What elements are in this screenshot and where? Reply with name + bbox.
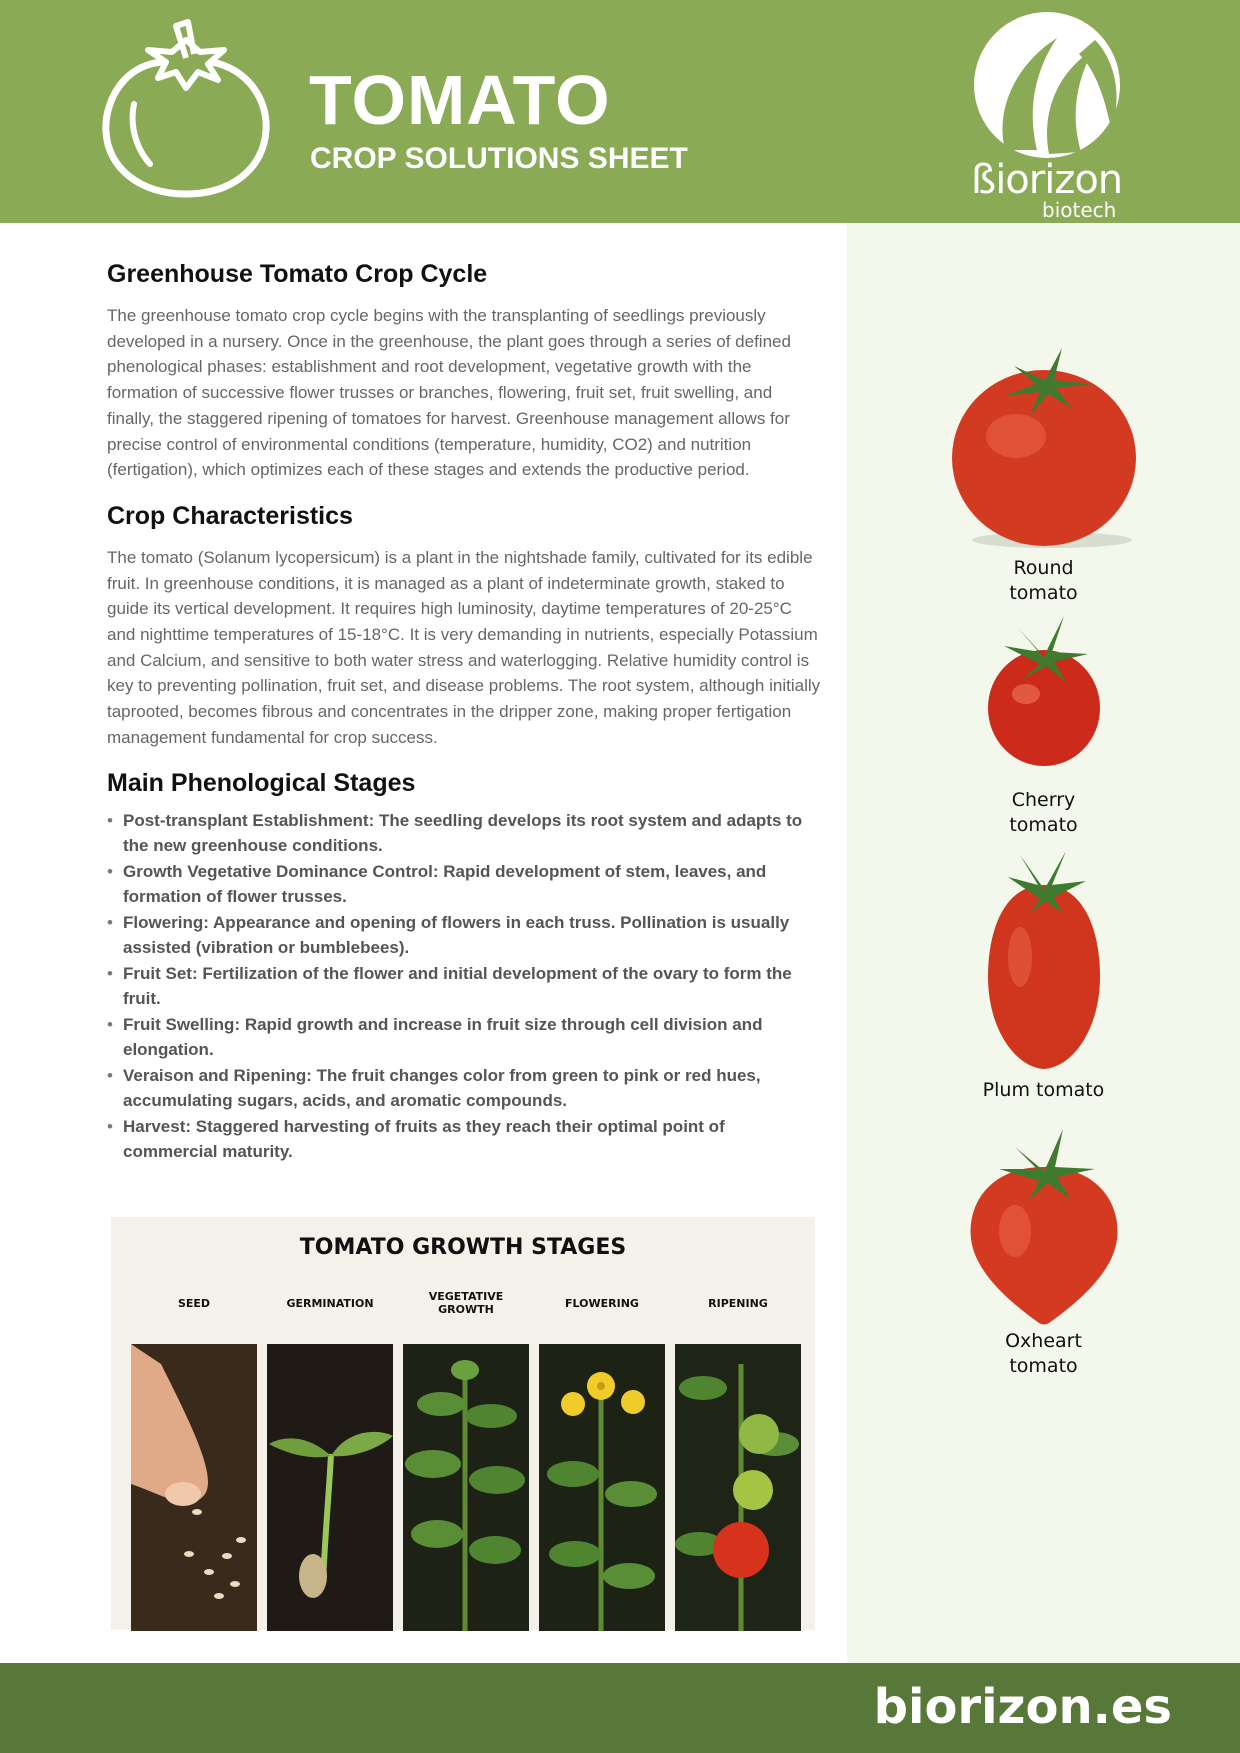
stage-ripening xyxy=(675,1287,801,1319)
tomato-outline-icon xyxy=(100,18,272,200)
stage-vegetative xyxy=(403,1287,529,1319)
page-title: TOMATO xyxy=(309,61,611,139)
stage-label: FLOWERING xyxy=(565,1296,639,1310)
plum-tomato-image xyxy=(974,847,1114,1072)
list-item: • Flowering: Appearance and opening of flowers in each truss. Pollination is usually assisted (vibration or bumblebees). xyxy=(107,910,822,961)
header-banner xyxy=(0,0,1240,223)
logo-emblem-icon xyxy=(965,10,1135,160)
variety-oxheart xyxy=(847,1121,1240,1379)
stage-flowering xyxy=(539,1287,665,1319)
growth-figure-title: TOMATO GROWTH STAGES xyxy=(299,1235,627,1260)
vegetative-photo xyxy=(403,1344,529,1631)
variety-round xyxy=(847,340,1240,606)
round-tomato-image xyxy=(944,340,1144,552)
variety-cherry xyxy=(847,608,1240,838)
list-item: • Harvest: Staggered harvesting of fruits as they reach their optimal point of commercial maturity. xyxy=(107,1114,822,1165)
stage-label: GERMINATION xyxy=(286,1296,374,1310)
list-item: • Veraison and Ripening: The fruit changes color from green to pink or red hues, accumulating sugars, acids, and aromatic compounds. xyxy=(107,1063,822,1114)
website-link[interactable]: biorizon.es xyxy=(873,1679,1172,1735)
variety-label: Round tomato xyxy=(1009,557,1078,604)
variety-label: Cherry tomato xyxy=(1009,789,1078,836)
seed-photo xyxy=(131,1344,257,1631)
variety-plum xyxy=(847,847,1240,1103)
list-item: • Fruit Swelling: Rapid growth and increase in fruit size through cell division and elongation. xyxy=(107,1012,822,1063)
list-item: • Growth Vegetative Dominance Control: Rapid development of stem, leaves, and formation of flower trusses. xyxy=(107,859,822,910)
company-logo xyxy=(965,10,1135,222)
stage-label: SEED xyxy=(177,1296,211,1310)
phenology-list xyxy=(107,808,822,1165)
list-item: • Post-transplant Establishment: The seedling develops its root system and adapts to the new greenhouse conditions. xyxy=(107,808,822,859)
cherry-tomato-image xyxy=(974,608,1114,768)
main-content xyxy=(107,257,822,1165)
logo-wordmark: ßiorizon xyxy=(971,157,1123,203)
flowering-photo xyxy=(539,1344,665,1631)
logo-tagline: biotech xyxy=(1042,198,1117,222)
stage-label: VEGETATIVE GROWTH xyxy=(428,1290,504,1316)
variety-label: Plum tomato xyxy=(982,1079,1105,1101)
section-text-characteristics: The tomato (Solanum lycopersicum) is a plant in the nightshade family, cultivated for its edible fruit. In greenhouse conditions, it is managed as a plant of indeterminate growth, staked to guide its vertical development. It requires high luminosity, daytime temperatures of 20-25°C and nighttime temperatures of 15-18°C. It is very demanding in nutrients, especially Potassium and Calcium, and sensitive to both water stress and waterlogging. Relative humidity control is key to preventing pollination, fruit set, and disease problems. The root system, although initially taprooted, becomes fibrous and concentrates in the dripper zone, making proper fertigation management fundamental for crop success. xyxy=(107,547,821,747)
stage-seed xyxy=(131,1287,257,1319)
stage-germination xyxy=(267,1287,393,1319)
section-heading-characteristics: Crop Characteristics xyxy=(107,501,353,530)
page-subtitle: CROP SOLUTIONS SHEET xyxy=(310,142,688,175)
section-heading-phenology: Main Phenological Stages xyxy=(107,768,416,797)
section-text-cycle: The greenhouse tomato crop cycle begins with the transplanting of seedlings previously developed in a nursery. Once in the greenhouse, the plant goes through a series of defined phenological phases: establishment and root development, vegetative growth with the formation of successive flower trusses or branches, flowering, fruit set, fruit swelling, and finally, the staggered ripening of tomatoes for harvest. Greenhouse management allows for precise control of environmental conditions (temperature, humidity, CO2) and nutrition (fertigation), which optimizes each of these stages and extends the productive period. xyxy=(107,306,791,480)
section-heading-cycle: Greenhouse Tomato Crop Cycle xyxy=(107,260,488,288)
ripening-photo xyxy=(675,1344,801,1631)
footer-bar xyxy=(0,1663,1240,1753)
list-item: • Fruit Set: Fertilization of the flower and initial development of the ovary to form the fruit. xyxy=(107,961,822,1012)
stage-label: RIPENING xyxy=(708,1296,768,1310)
variety-label: Oxheart tomato xyxy=(1005,1330,1082,1377)
varieties-panel xyxy=(847,223,1240,1663)
germination-photo xyxy=(267,1344,393,1631)
growth-stages-figure xyxy=(111,1217,815,1630)
oxheart-tomato-image xyxy=(959,1121,1129,1327)
